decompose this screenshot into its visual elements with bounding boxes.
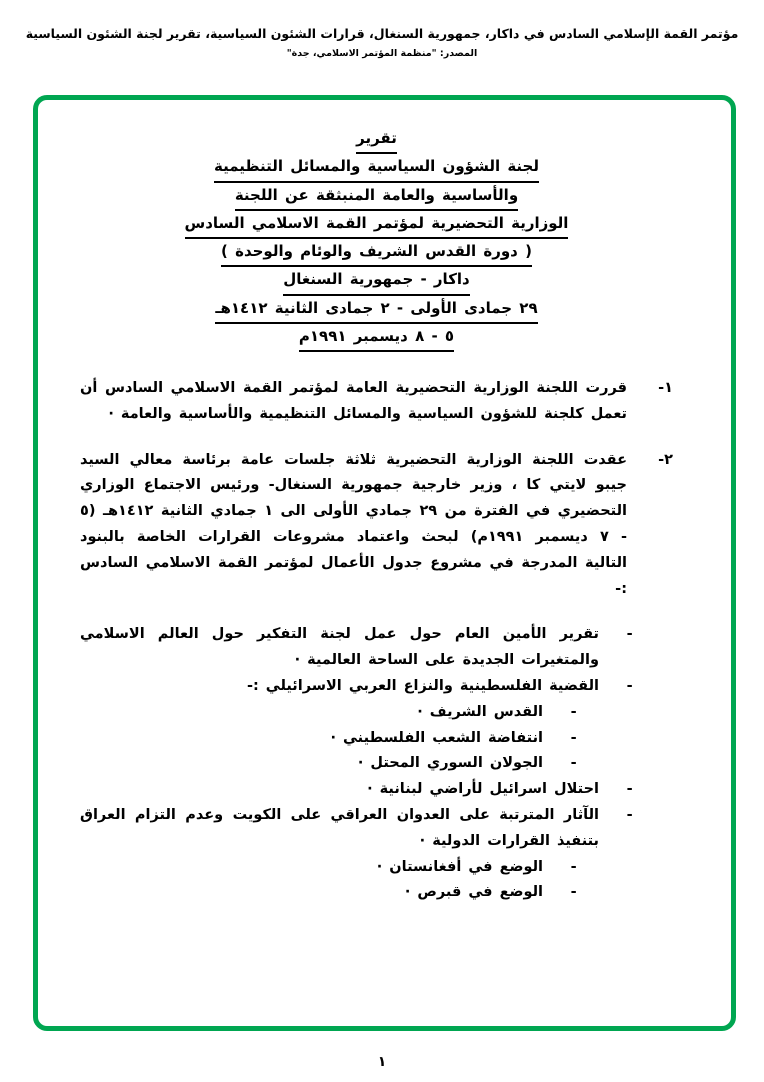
bullet-dash: -: [626, 806, 633, 823]
report-title-line-6: داكار - جمهورية السنغال: [283, 268, 470, 295]
report-title-row: [80, 240, 673, 267]
report-title-line-2: لجنة الشؤون السياسية والمسائل التنظيمية: [214, 155, 539, 182]
bullet-text: الوضع في قبرص ·: [404, 884, 543, 901]
header-source: المصدر: "منظمة المؤتمر الاسلامي، جدة": [286, 48, 478, 59]
paragraph-text: عقدت اللجنة الوزارية التحضيرية ثلاثة جلسات عامة برئاسة معالي السيد جيبو لايتي كا ، وزير خارجية جمهورية السنغال- ورئيس الاجتماع الوزاري التحضيري في الفترة من ٢٩ جمادي الأولى الى ١ جمادي الثانية ١٤١٢هـ (٥ - ٧ ديسمبر ١٩٩١م) لبحث واعتماد مشروعات القرارات الخاصة بالبنود التالية المدرجة في مشروع جدول الأعمال لمؤتمر القمة الاسلامي السادس :-: [80, 451, 627, 597]
report-title-row: [80, 297, 673, 324]
numbered-paragraph-1: [80, 376, 673, 428]
list-item: [80, 803, 673, 855]
page-header: [0, 0, 764, 59]
report-title-row: [80, 325, 673, 352]
agenda-bullet-list: [80, 622, 673, 906]
report-title-row: [80, 155, 673, 182]
bullet-text: الآثار المترتبة على العدوان العراقي على الكويت وعدم التزام العراق بتنفيذ القرارات الدولية ·: [80, 806, 599, 849]
bullet-text: تقرير الأمين العام حول عمل لجنة التفكير حول العالم الاسلامي والمتغيرات الجديدة على الساحة العالمية ·: [80, 626, 599, 669]
bullet-text: الجولان السوري المحتل ·: [357, 755, 543, 772]
numbered-paragraph-2: [80, 448, 673, 603]
bullet-dash: -: [570, 884, 577, 901]
paragraph-text: قررت اللجنة الوزارية التحضيرية العامة لمؤتمر القمة الاسلامي السادس أن تعمل كلجنة للشؤون السياسية والمسائل التنظيمية والأساسية والعامة ·: [80, 380, 627, 422]
bullet-text: الوضع في أفغانستان ·: [376, 858, 543, 875]
paragraph-number: ١-: [658, 380, 673, 396]
list-item: [80, 622, 673, 674]
bullet-dash: -: [570, 703, 577, 720]
list-item: [80, 855, 673, 881]
report-title-row: [80, 212, 673, 239]
list-item: [80, 674, 673, 700]
paragraph-number: ٢-: [658, 451, 673, 468]
list-item: [80, 751, 673, 777]
list-item: [80, 700, 673, 726]
bullet-text: القضية الفلسطينية والنزاع العربي الاسرائيلي :-: [246, 677, 599, 694]
bullet-text: انتفاضة الشعب الفلسطيني ·: [330, 729, 543, 746]
document-frame: [33, 95, 736, 1031]
report-title-row: [80, 184, 673, 211]
page-number: ١: [377, 1054, 387, 1070]
report-title-line-3: والأساسية والعامة المنبثقة عن اللجنة: [235, 184, 518, 211]
list-item: [80, 880, 673, 906]
bullet-text: القدس الشريف ·: [417, 703, 543, 720]
report-title-block: [80, 127, 673, 352]
list-item: [80, 726, 673, 752]
bullet-dash: -: [626, 781, 633, 798]
report-title-line-5: ( دورة القدس الشريف والوئام والوحدة ): [221, 240, 532, 267]
list-item: [80, 777, 673, 803]
bullet-dash: -: [570, 729, 577, 746]
report-title-row: [80, 268, 673, 295]
header-title: مؤتمر القمة الإسلامي السادس في داكار، جمهورية السنغال، قرارات الشئون السياسية، تقرير لجنة الشئون السياسية: [25, 26, 739, 41]
report-title-line-7: ٢٩ جمادى الأولى - ٢ جمادى الثانية ١٤١٢هـ: [215, 297, 537, 324]
bullet-dash: -: [626, 677, 633, 694]
report-title-line-8: ٥ - ٨ ديسمبر ١٩٩١م: [299, 325, 454, 352]
bullet-text: احتلال اسرائيل لأراضي لبنانية ·: [367, 781, 599, 798]
report-title-line-1: تقرير: [356, 127, 397, 154]
report-title-line-4: الوزارية التحضيرية لمؤتمر القمة الاسلامي السادس: [185, 212, 569, 239]
bullet-dash: -: [570, 858, 577, 875]
bullet-dash: -: [570, 755, 577, 772]
bullet-dash: -: [626, 626, 633, 643]
report-title-row: [80, 127, 673, 154]
